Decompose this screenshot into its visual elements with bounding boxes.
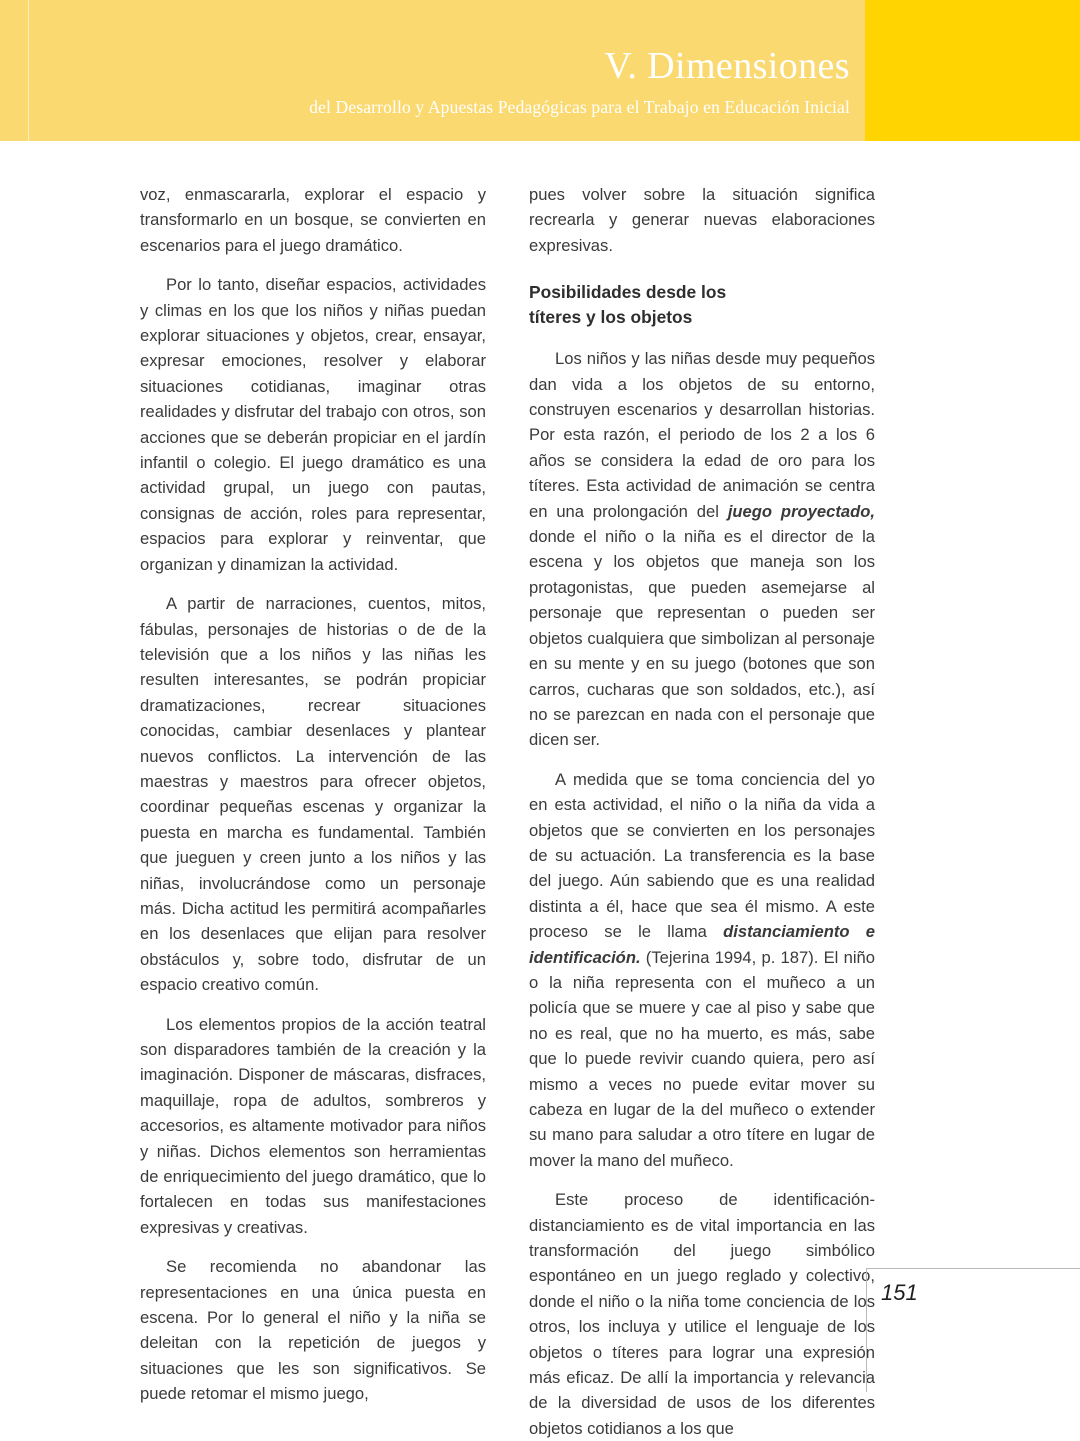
paragraph: voz, enmascararla, explorar el espacio y transformarlo en un bosque, se convierten en escenarios para el juego dramático. [140,185,486,255]
paragraph-text-part: (Tejerina 1994, p. 187). El niño o la niña representa con el muñeco a un policía que se muere y cae al piso y sabe que no es real, que no ha muerto, es más, sabe que lo puede revivir cuando quiera, pero así mismo a veces no puede evitar mover su cabeza en lugar de la del muñeco o extender su mano para saludar a otro títere en lugar de mover la mano del muñeco. [529,947,875,1170]
left-column [140,182,486,1407]
chapter-subtitle: del Desarrollo y Apuestas Pedagógicas para el Trabajo en Educación Inicial [309,97,850,117]
paragraph-text-part: A medida que se toma conciencia del yo en esta actividad, el niño o la niña da vida a objetos que se convierten en los personajes de su actuación. La transferencia es la base del juego. Aún sabiendo que es una realidad distinta a él, hace que sea él mismo. A este proceso se le llama [529,769,875,942]
header-accent-block [865,0,1080,141]
paragraph: pues volver sobre la situación significa recrearla y generar nuevas elaboraciones expresivas. [529,185,875,255]
page-body [140,182,875,1441]
page-number: 151 [881,1280,918,1305]
paragraph: Los elementos propios de la acción teatral son disparadores también de la creación y la imaginación. Disponer de máscaras, disfraces, maquillaje, ropa de adultos, sombreros y accesorios, es altamente motivador para niños y niñas. Dichos elementos son herramientas de enriquecimiento del juego dramático, que lo fortalecen en todas sus manifestaciones expresivas y creativas. [140,1014,486,1237]
paragraph: Este proceso de identificación-distanciamiento es de vital importancia en las transformación del juego simbólico espontáneo en un juego reglado y colectivo, donde el niño o la niña tome conciencia de los otros, los incluya y utilice el lenguaje de los objetos o títeres para lograr una expresión más eficaz. De allí la importancia y relevancia de la diversidad de usos de los diferentes objetos cotidianos a los que [529,1190,875,1438]
paragraph [529,767,875,1174]
section-heading-line-2: títeres y los objetos [529,307,693,328]
chapter-title: V. Dimensiones [604,45,850,87]
page-header-banner [0,0,1080,141]
header-text-wrap [0,0,866,141]
paragraph-text-part: Los niños y las niñas desde muy pequeños dan vida a los objetos de su entorno, construyen escenarios y desarrollan historias. Por esta razón, el periodo de los 2 a los 6 años se considera la edad de oro para los títeres. Esta actividad de animación se centra en una prolongación del [529,349,875,521]
paragraph-text-part: donde el niño o la niña es el director de la escena y los objetos que maneja son los protagonistas, que pueden asemejarse al personaje que representan o pueden ser objetos cualquiera que simbolizan al personaje en su mente y en su juego (botones que son carros, cucharas que son soldados, etc.), así no se parezcan en nada con el personaje que dicen ser. [529,527,875,750]
two-column-layout [140,182,875,1441]
page-number-box [866,1268,1080,1392]
paragraph: Por lo tanto, diseñar espacios, actividades y climas en los que los niños y niñas puedan explorar situaciones y objetos, crear, ensayar, expresar emociones, resolver y elaborar situaciones cotidianas, imaginar otras realidades y disfrutar del trabajo con otros, son acciones que se deberán propiciar en el jardín infantil o colegio. El juego dramático es una actividad grupal, un juego con pautas, consignas de acción, roles para representar, espacios para explorar y reinventar, que organizan y dinamizan la actividad. [140,275,486,574]
section-heading-line-1: Posibilidades desde los [529,282,727,303]
paragraph [529,346,875,753]
right-column [529,182,875,1441]
emphasis-distanciamiento-identificacion: distanciamiento e identificación. [529,922,875,967]
paragraph: Se recomienda no abandonar las representaciones en una única puesta en escena. Por lo general el niño y la niña se deleitan con la repetición de juegos y situaciones que les son significativos. Se puede retomar el mismo juego, [140,1257,486,1404]
paragraph: A partir de narraciones, cuentos, mitos, fábulas, personajes de historias o de de la televisión que a los niños y las niñas les resulten interesantes, se podrán propiciar dramatizaciones, recrear situaciones conocidas, cambiar desenlaces y plantear nuevos conflictos. La intervención de las maestras y maestros para ofrecer objetos, coordinar pequeñas escenas y organizar la puesta en marcha es fundamental. También que jueguen y creen junto a los niños y las niñas, involucrándose como un personaje más. Dicha actitud les permitirá acompañarles en los desenlaces que elijan para resolver obstáculos y, sobre todo, disfrutar de un espacio creativo común. [140,594,486,995]
section-heading [529,280,875,330]
emphasis-juego-proyectado: juego proyectado, [727,501,875,521]
